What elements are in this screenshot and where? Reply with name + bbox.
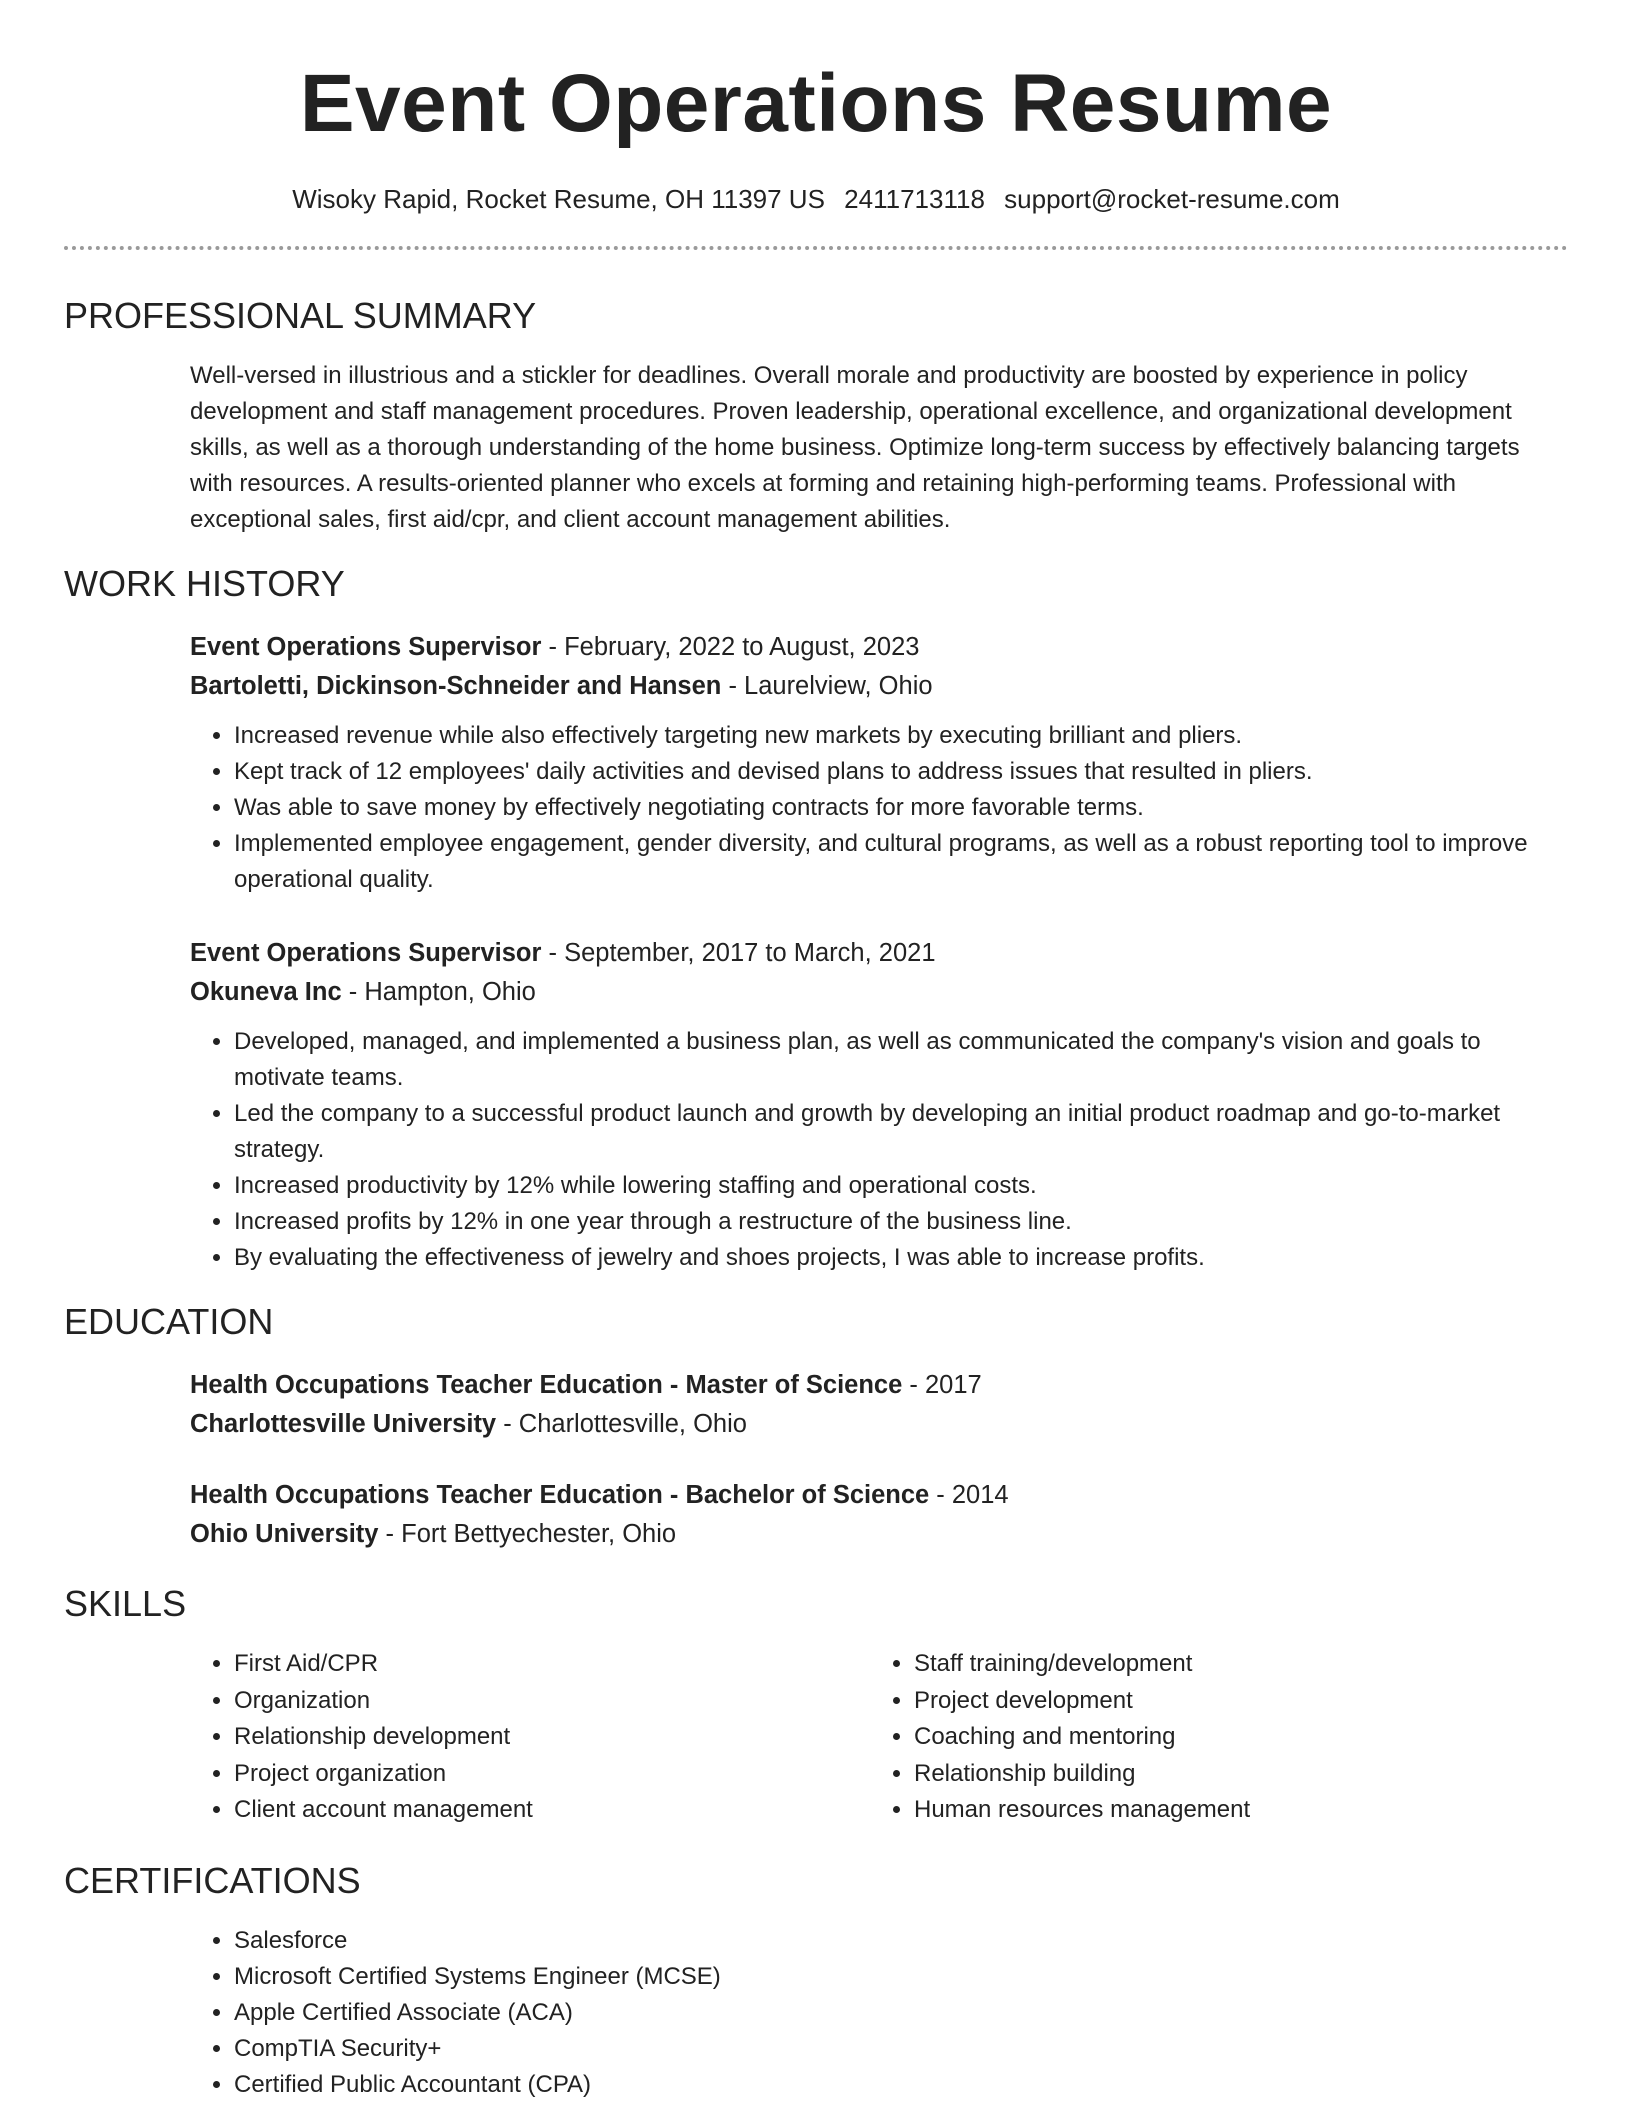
certification-item: • CompTIA Security+	[234, 2031, 1568, 2067]
contact-line	[64, 182, 1568, 216]
education-school-line	[190, 1405, 1568, 1444]
job-company-line	[190, 973, 1568, 1012]
job-bullets	[190, 1024, 1568, 1276]
job-company: Okuneva Inc	[190, 978, 342, 1006]
education-school: Ohio University	[190, 1520, 379, 1548]
skill-item: • Coaching and mentoring	[914, 1719, 1550, 1756]
job-bullet: • Increased profits by 12% in one year through a restructure of the business line.	[234, 1204, 1568, 1240]
section-title-summary: PROFESSIONAL SUMMARY	[64, 295, 537, 336]
education-location: - Fort Bettyechester, Ohio	[378, 1520, 677, 1548]
job-role-line	[190, 628, 1568, 667]
job-bullet: • Was able to save money by effectively negotiating contracts for more favorable terms.	[234, 790, 1568, 826]
skills-list-right	[870, 1646, 1550, 1829]
header-divider	[64, 246, 1568, 250]
skill-item: • Relationship development	[234, 1719, 870, 1756]
skill-item: • Human resources management	[914, 1792, 1550, 1829]
section-title-work-history: WORK HISTORY	[64, 563, 345, 604]
certification-item: • Apple Certified Associate (ACA)	[234, 1995, 1568, 2031]
job-bullet: • Developed, managed, and implemented a business plan, as well as communicated the company's vision and goals to motivate teams.	[234, 1024, 1568, 1096]
job-bullets	[190, 718, 1568, 898]
contact-phone: 2411713118	[844, 184, 985, 214]
job-entry	[190, 628, 1568, 898]
job-dates: - September, 2017 to March, 2021	[541, 939, 936, 967]
contact-address: Wisoky Rapid, Rocket Resume, OH 11397 US	[292, 184, 825, 214]
job-role-line	[190, 934, 1568, 973]
job-role: Event Operations Supervisor	[190, 939, 542, 967]
job-bullet: • Implemented employee engagement, gender diversity, and cultural programs, as well as a robust reporting tool to improve operational quality.	[234, 826, 1568, 898]
skill-item: • Client account management	[234, 1792, 870, 1829]
education-school-line	[190, 1515, 1568, 1554]
job-bullet: • Kept track of 12 employees' daily activities and devised plans to address issues that resulted in pliers.	[234, 754, 1568, 790]
skill-item: • Relationship building	[914, 1756, 1550, 1793]
skill-item: • Project development	[914, 1683, 1550, 1720]
skill-item: • First Aid/CPR	[234, 1646, 870, 1683]
job-dates: - February, 2022 to August, 2023	[541, 633, 920, 661]
section-title-skills: SKILLS	[64, 1583, 187, 1624]
job-entry	[190, 934, 1568, 1276]
job-bullet: • Led the company to a successful product launch and growth by developing an initial product roadmap and go-to-market strategy.	[234, 1096, 1568, 1168]
education-degree: Health Occupations Teacher Education - Master of Science	[190, 1371, 903, 1399]
education-entry	[190, 1366, 1568, 1444]
summary-text: Well-versed in illustrious and a stickler for deadlines. Overall morale and productivity are boosted by experience in policy development and staff management procedures. Proven leadership, operational excellence, and organizational development skills, as well as a thorough understanding of the home business. Optimize long-term success by effectively balancing targets with resources. A results-oriented planner who excels at forming and retaining high-performing teams. Professional with exceptional sales, first aid/cpr, and client account management abilities.	[190, 362, 1520, 533]
education-entry	[190, 1476, 1568, 1554]
skills-list-left	[190, 1646, 870, 1829]
certification-item: • Salesforce	[234, 1923, 1568, 1959]
job-location: - Laurelview, Ohio	[721, 672, 933, 700]
section-title-education: EDUCATION	[64, 1301, 274, 1342]
resume-title: Event Operations Resume	[299, 58, 1333, 149]
section-title-certifications: CERTIFICATIONS	[64, 1859, 361, 1901]
education-degree-line	[190, 1476, 1568, 1515]
job-location: - Hampton, Ohio	[341, 978, 536, 1006]
education-location: - Charlottesville, Ohio	[496, 1410, 747, 1438]
education-degree: Health Occupations Teacher Education - Bachelor of Science	[190, 1481, 930, 1509]
contact-email: support@rocket-resume.com	[1004, 184, 1340, 214]
job-company: Bartoletti, Dickinson-Schneider and Hansen	[190, 672, 722, 700]
job-company-line	[190, 667, 1568, 706]
education-degree-line	[190, 1366, 1568, 1405]
certification-item: • Certified Public Accountant (CPA)	[234, 2067, 1568, 2103]
job-bullet: • By evaluating the effectiveness of jewelry and shoes projects, I was able to increase profits.	[234, 1240, 1568, 1276]
job-bullet: • Increased productivity by 12% while lowering staffing and operational costs.	[234, 1168, 1568, 1204]
skills-grid	[190, 1646, 1568, 1829]
skill-item: • Project organization	[234, 1756, 870, 1793]
education-year: - 2017	[902, 1371, 982, 1399]
skill-item: • Organization	[234, 1683, 870, 1720]
certifications-list	[190, 1923, 1568, 2103]
certification-item: • Microsoft Certified Systems Engineer (MCSE)	[234, 1959, 1568, 1995]
job-role: Event Operations Supervisor	[190, 633, 542, 661]
education-school: Charlottesville University	[190, 1410, 497, 1438]
skill-item: • Staff training/development	[914, 1646, 1550, 1683]
job-bullet: • Increased revenue while also effectively targeting new markets by executing brilliant and pliers.	[234, 718, 1568, 754]
education-year: - 2014	[929, 1481, 1009, 1509]
